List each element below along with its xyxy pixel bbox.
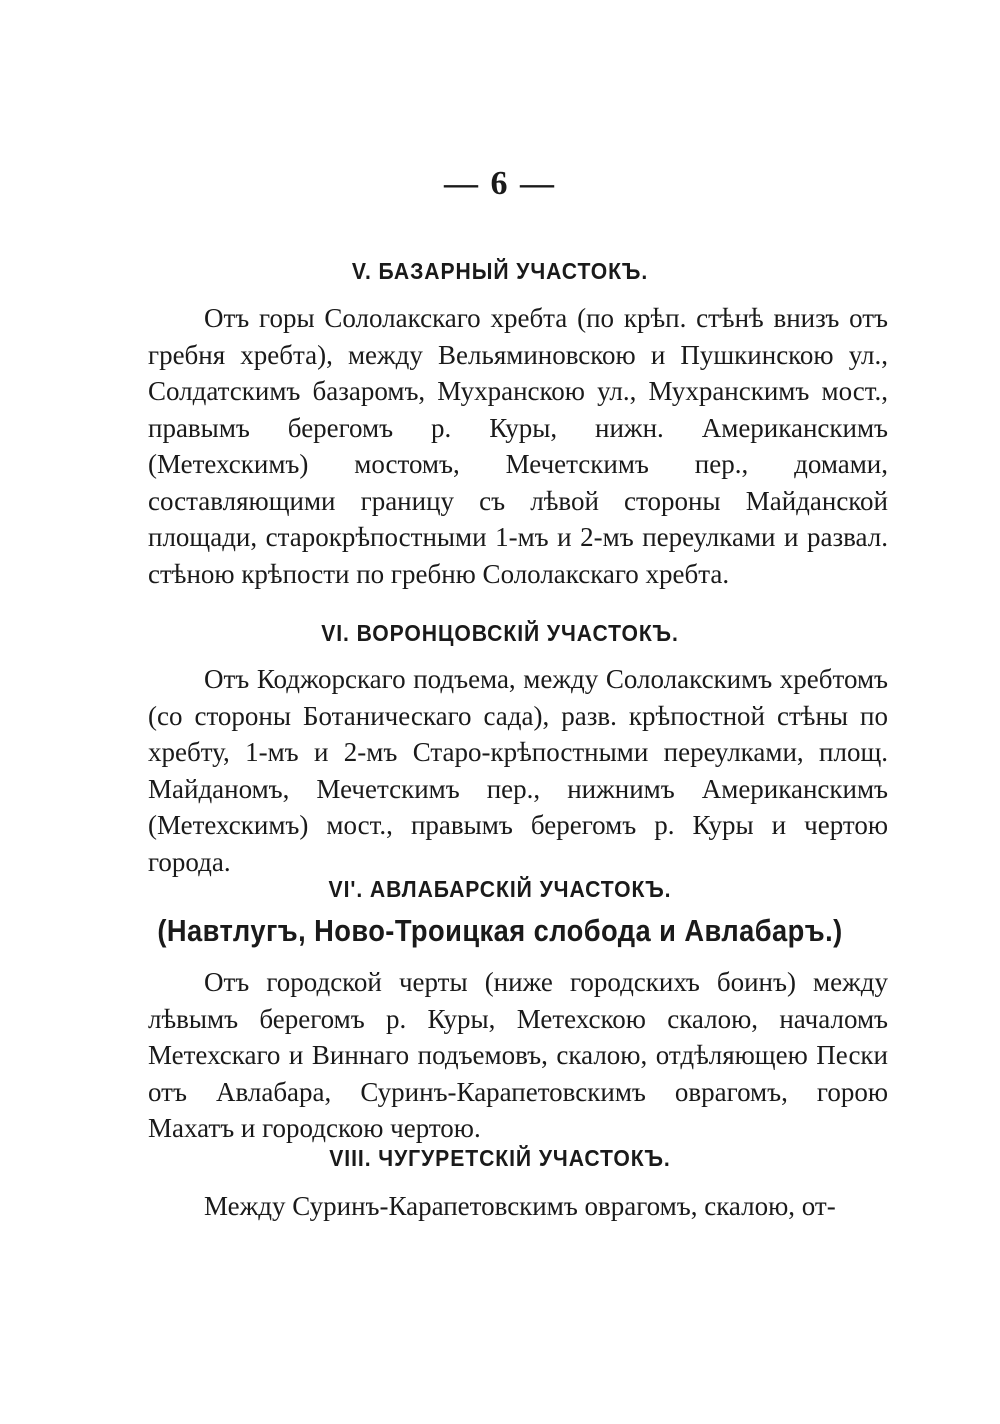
section-text-chuguretsky: Между Суринъ-Карапетовскимъ оврагомъ, скалою, от- [204, 1191, 836, 1221]
section-heading-chuguretsky: VIII. ЧУГУРЕТСКIЙ УЧАСТОКЪ. [329, 1145, 671, 1171]
section-heading-avlabarsky: VI'. АВЛАБАРСКIЙ УЧАСТОКЪ. [328, 876, 672, 902]
page-number: — 6 — [444, 165, 556, 202]
section-text-bazarny: Отъ горы Сололакскаго хребта (по крѣп. стѣнѣ внизъ отъ гребня хребта), между Вельяминовскою и Пушкинскою ул., Солдатскимъ базаромъ, Мухранскою ул., Мухранскимъ мост., правымъ берегомъ р. Куры, нижн. Американскимъ (Метехскимъ) мостомъ, Мечетскимъ пер., домами, составляющими границу съ лѣвой стороны Майданской площади, старокрѣпостными 1-мъ и 2-мъ переулками и развал. стѣною крѣпости по гребню Сололакскаго хребта. [148, 303, 888, 589]
section-subheading-avlabarsky: (Навтлугъ, Ново-Троицкая слобода и Авлабаръ.) [157, 913, 843, 948]
section-heading-bazarny: V. БАЗАРНЫЙ УЧАСТОКЪ. [351, 258, 649, 284]
section-text-vorontsovsky: Отъ Коджорскаго подъема, между Сололакскимъ хребтомъ (со стороны Ботаническаго сада), разв. крѣпостной стѣны по хребту, 1-мъ и 2-мъ Старо-крѣпостными переулками, площ. Майданомъ, Мечетскимъ пер., нижнимъ Американскимъ (Метехскимъ) мост., правымъ берегомъ р. Куры и чертою города. [148, 664, 888, 877]
section-heading-vorontsovsky: VI. ВОРОНЦОВСКIЙ УЧАСТОКЪ. [321, 620, 679, 646]
section-text-avlabarsky: Отъ городской черты (ниже городскихъ боинъ) между лѣвымъ берегомъ р. Куры, Метехскою скалою, началомъ Метехскаго и Виннаго подъемовъ, скалою, отдѣляющею Пески отъ Авлабара, Суринъ-Карапетовскимъ оврагомъ, горою Махатъ и городскою чертою. [148, 967, 888, 1143]
